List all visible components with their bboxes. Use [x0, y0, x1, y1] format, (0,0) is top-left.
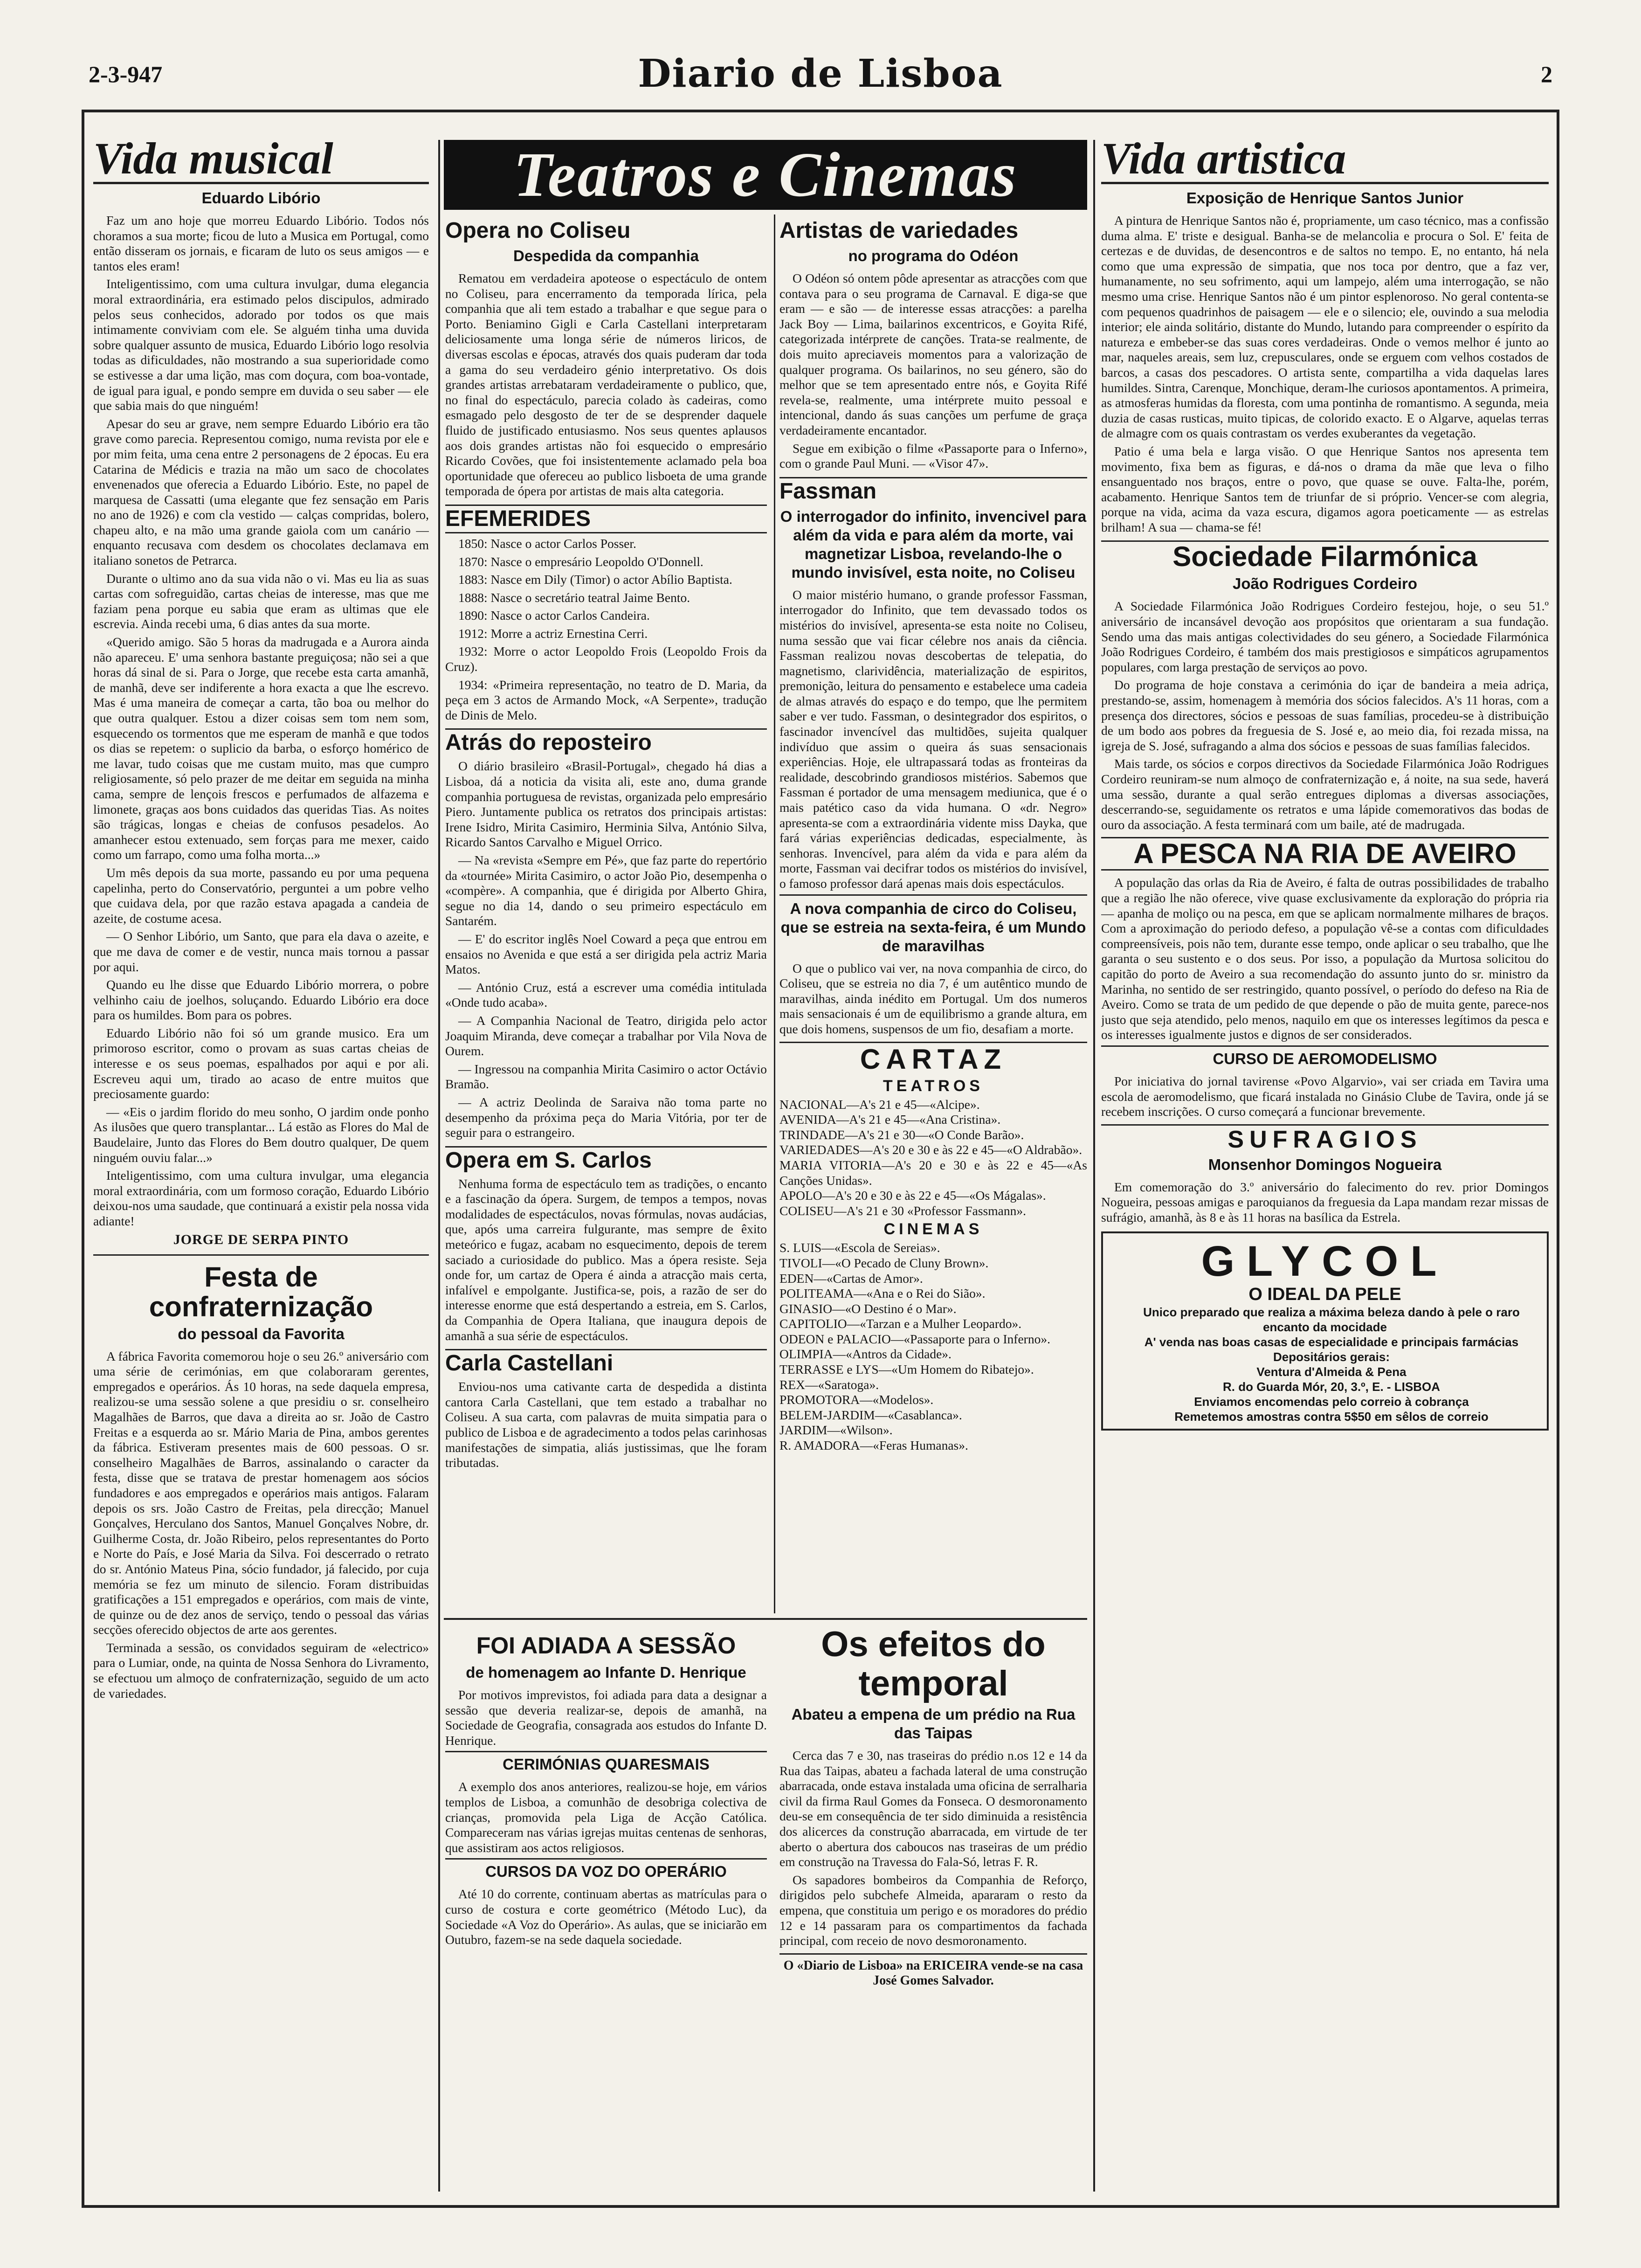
paragraph: O diário brasileiro «Brasil-Portugal», chegado há dias a Lisboa, dá a noticia da visita ali, este ano, duma grande companhia portuguesa de revistas, organizada pelo empresário Piero. Juntamente publica os retratos dos principais artistas: Irene Isidro, Mirita Casimiro, Herminia Silva, António Silva, Ricardo Santos Carvalho e Miguel Orrico. — [445, 759, 767, 850]
opera-coliseu-subtitle: Despedida da companhia — [513, 247, 699, 264]
artistas-title: Artistas de variedades — [779, 218, 1019, 243]
horizontal-rule — [444, 1618, 1087, 1620]
ericeira-note: O «Diario de Lisboa» na ERICEIRA vende-se na casa José Gomes Salvador. — [779, 1953, 1087, 1989]
column-lower-left — [445, 1625, 767, 2194]
efemerides-title: EFEMERIDES — [445, 505, 767, 533]
paragraph: — António Cruz, está a escrever uma comédia intitulada «Onde tudo acaba». — [445, 980, 767, 1010]
cartaz-item: TERRASSE e LYS—«Um Homem do Ribatejo». — [779, 1362, 1034, 1377]
paragraph: Até 10 do corrente, continuam abertas as matrículas para o curso de costura e corte geométrico (Método Luc), da Sociedade «A Voz do Operário». As aulas, que se iniciarão em Outubro, fazem-se na sede daquela sociedade. — [445, 1887, 767, 1947]
vida-artistica-title: Vida artistica — [1101, 135, 1549, 184]
adiada-subtitle: de homenagem ao Infante D. Henrique — [466, 1664, 746, 1681]
cartaz-item: GINASIO—«O Destino é o Mar». — [779, 1301, 957, 1316]
efemeride-line: 1934: «Primeira representação, no teatro de D. Maria, da peça em 3 actos de Armando Mock, «A Serpente», tradução de Dinis de Melo. — [445, 677, 767, 722]
festa-subtitle: do pessoal da Favorita — [178, 1325, 345, 1342]
paragraph: Por motivos imprevistos, foi adiada para data a designar a sessão que deveria realizar-se, depois de amanhã, na Sociedade de Geografia, consagrada aos estudos do Infante D. Henrique. — [445, 1687, 767, 1748]
paragraph: — O Senhor Libório, um Santo, que para ela dava o azeite, e que me dava de comer e de vestir, nunca mais tornou a passar por aqui. — [93, 929, 429, 974]
filarmonica-subtitle: João Rodrigues Cordeiro — [1232, 575, 1418, 593]
paragraph: O Odéon só ontem pôde apresentar as atracções com que contava para o seu programa de Carnaval. E diga-se que eram — e são — de interesse essas atracções: a parelha Jack Boy — Lima, bailarinos excentricos, e Goyita Rifé, categorizada intérprete de canções. Trata-se realmente, de dois muito apreciaveis momentos para a valorização de qualquer programa. Os bailarinos, no seu género, são do melhor que se tem apresentado entre nós, e Goyita Rifé revela-se, realmente, uma intérprete muito pessoal e intencional, dando ás suas canções um perfume de graça verdadeiramente encantador. — [779, 271, 1087, 437]
paragraph: Eduardo Libório não foi só um grande musico. Era um primoroso escritor, como o provam as suas cartas cheias de interesse e os seus poemas, espalhados por aqui e por ali. Escreveu aqui um, tirado ao acaso de entre muitos que preciosamente guardo: — [93, 1025, 429, 1101]
paragraph: — Ingressou na companhia Mirita Casimiro o actor Octávio Bramão. — [445, 1061, 767, 1092]
cartaz-item: POLITEAMA—«Ana e o Rei do Sião». — [779, 1286, 986, 1301]
efemeride-line: 1932: Morre o actor Leopoldo Frois (Leopoldo Frois da Cruz). — [445, 644, 767, 674]
castellani-title: Carla Castellani — [445, 1349, 767, 1376]
column-vida-musical — [93, 135, 429, 2196]
column-lower-right — [779, 1625, 1087, 2194]
vida-musical-title: Vida musical — [93, 135, 429, 184]
issue-date: 2-3-947 — [89, 61, 163, 87]
ad-line: Ventura d'Almeida & Pena — [1256, 1365, 1407, 1379]
cartaz-item: APOLO—A's 20 e 30 e às 22 e 45—«Os Mágalas». — [779, 1188, 1046, 1203]
column-rule — [1093, 140, 1095, 2192]
paragraph: Quando eu lhe disse que Eduardo Libório morrera, o pobre velhinho caiu de joelhos, soluçando. Eduardo Libório era doce para os humildes. Bom para os pobres. — [93, 977, 429, 1023]
ad-line: A' venda nas boas casas de especialidade e principais farmácias — [1144, 1335, 1519, 1349]
glycol-advert — [1101, 1231, 1549, 1431]
cursos-title: CURSOS DA VOZ DO OPERÁRIO — [445, 1858, 767, 1881]
artistas-subtitle: no programa do Odéon — [848, 247, 1019, 264]
efemeride-line: 1870: Nasce o empresário Leopoldo O'Donnell. — [458, 554, 703, 569]
cartaz-item: TRINDADE—A's 21 e 30—«O Conde Barão». — [779, 1127, 1024, 1142]
cartaz-item: MARIA VITORIA—A's 20 e 30 e às 22 e 45—«As Canções Unidas». — [779, 1157, 1087, 1188]
paragraph: A pintura de Henrique Santos não é, propriamente, um caso técnico, mas a confissão duma alma. E' triste e desigual. Banha-se de melancolia e procura o Sol. E' feita de certezas e de duvidas, de desencontros e de saltos no tempo. E, no entanto, há nela como que uma expressão de simpatia, que nos toca por dentro, que a faz ver, humanamente, no seu sofrimento, aqui um lampejo, além uma interrogação, se não mesmo uma crise. Henrique Santos não é um pintor esplenoroso. No geral contenta-se com pequenos quadrinhos de paisagem — ele e o silencio; ele, ouvindo a sua melodia interior; ele ainda solitário, distante do Mundo, lutando para compreender o espírito da natureza e embeber-se das suas cores verdadeiras. Onde o vemos melhor é junto ao mar, naqueles areais, sem luz, crepusculares, onde se erguem com velhos costados de barcos, a casas dos pescadores. O artista sente, compartilha a vida daquelas lares humildes. Sintra, Carenque, Monchique, deram-lhe curiosos apontamentos. A primeira, as atmosferas humidas da floresta, com uma pontinha de romantismo. A segunda, meia duzia de casas rusticas, muito tipicas, de colorido exacto. E o Algarve, aquelas terras de almagre com os quais contrastam os verdes exuberantes da vegetação. — [1101, 213, 1549, 441]
paragraph: A exemplo dos anos anteriores, realizou-se hoje, em vários templos de Lisboa, a comunhão de desobriga colectiva de crianças, promovida pela Liga de Acção Católica. Compareceram nas várias igrejas muitas centenas de senhoras, que assistiram aos actos religiosos. — [445, 1779, 767, 1855]
cartaz-item: JARDIM—«Wilson». — [779, 1423, 893, 1438]
paragraph: — «Eis o jardim florido do meu sonho, O jardim onde ponho As ilusões que quero transplantar... Lá estão as Flores do Mal de Baudelaire, Junto das Flores do Bem doutro qualquer, De quem ninguém ouviu falar...» — [93, 1104, 429, 1165]
cinemas-label: CINEMAS — [883, 1220, 983, 1238]
paragraph: Segue em exibição o filme «Passaporte para o Inferno», com o grande Paul Muni. — «Visor 47». — [779, 441, 1087, 471]
reposteiro-title: Atrás do reposteiro — [445, 728, 767, 756]
festa-title: Festa de confraternização — [149, 1261, 373, 1322]
newspaper-title: Diario de Lisboa — [638, 51, 1003, 96]
column-opera — [445, 212, 767, 1611]
ad-line: Unico preparado que realiza a máxima beleza dando à pele o raro encanto da mocidade — [1143, 1305, 1520, 1335]
cartaz-item: VARIEDADES—A's 20 e 30 e às 22 e 45—«O Aldrabão». — [779, 1142, 1083, 1157]
paragraph: Faz um ano hoje que morreu Eduardo Libório. Todos nós choramos a sua morte; ficou de luto a Musica em Portugal, como então disseram os jornais, e ficaram de luto os seus amigos — e tantos eles eram! — [93, 213, 429, 273]
cartaz-item: NACIONAL—A's 21 e 45—«Alcipe». — [779, 1097, 980, 1112]
ad-line: Enviamos encomendas pelo correio à cobrança — [1194, 1395, 1469, 1409]
paragraph: Terminada a sessão, os convidados seguiram de «electrico» para o Lumiar, onde, na quinta de Nossa Senhora do Livramento, se efectuou um almoço de confraternização, seguido de um acto de variedades. — [93, 1640, 429, 1701]
column-rule — [438, 140, 440, 2192]
paragraph: Do programa de hoje constava a cerimónia do içar de bandeira a meia adriça, prestando-se, assim, homenagem à memória dos sócios falecidos. A's 11 horas, com a presença dos directores, sócios e pessoas de suas famílias, procedeu-se à distribuição de um bodo aos pobres da freguesia de S. José e, ao meio dia, foi rezada missa, na igreja de S. José, sufragando a alma dos sócios e pessoas de suas famílias falecidos. — [1101, 678, 1549, 753]
efeitos-title: Os efeitos do temporal — [821, 1625, 1046, 1703]
glycol-tagline: O IDEAL DA PELE — [1248, 1285, 1401, 1305]
efemeride-line: 1912: Morre a actriz Ernestina Cerri. — [458, 626, 648, 641]
vida-musical-heading: Eduardo Libório — [201, 189, 321, 207]
circo-title: A nova companhia de circo do Coliseu, que se estreia na sexta-feira, é um Mundo de maravilhas — [779, 894, 1087, 955]
theatres-cinemas-banner: Teatros e Cinemas — [444, 140, 1087, 210]
paragraph: A Sociedade Filarmónica João Rodrigues Cordeiro festejou, hoje, o seu 51.º aniversário de incansável devoção aos propósitos que orientaram a sua fundação. Sendo uma das mais antigas colectividades do seu género, a Sociedade Filarmónica João Rodrigues Cordeiro, é também dos mais prestigiosos e simpáticos agrupamentos populares, com larga prestação de serviços ao povo. — [1101, 599, 1549, 674]
article-author: JORGE DE SERPA PINTO — [173, 1231, 349, 1247]
efemeride-line: 1890: Nasce o actor Carlos Candeira. — [458, 608, 650, 623]
paragraph: Cerca das 7 e 30, nas traseiras do prédio n.os 12 e 14 da Rua das Taipas, abateu a fachada lateral de uma construção abarracada, onde estava instalada uma oficina de serralharia civil da firma Raul Gomes da Fonseca. O desmoronamento deu-se em consequência de ter sido diminuida a resistência dos alicerces da construção abarracada, em virtude de ter aberto o abertura dos caboucos nas traseiras de um prédio em construção na Travessa do Fala-Só, letras F. R. — [779, 1748, 1087, 1869]
cartaz-item: PROMOTORA—«Modelos». — [779, 1392, 934, 1407]
opera-scarlos-title: Opera em S. Carlos — [445, 1146, 767, 1174]
efemeride-line: 1883: Nasce em Dily (Timor) o actor Abílio Baptista. — [458, 572, 732, 587]
paragraph: Os sapadores bombeiros da Companhia de Reforço, dirigidos pelo subchefe Almeida, apararam o resto da empena, que constituia um perigo e os moradores do prédio 12 e 14 passaram para os compartimentos da fachada principal, com receio de novo desmoronamento. — [779, 1872, 1087, 1948]
cartaz-item: REX—«Saratoga». — [779, 1377, 879, 1392]
cartaz-item: EDEN—«Cartas de Amor». — [779, 1271, 923, 1286]
paragraph: — Na «revista «Sempre em Pé», que faz parte do repertório da «tournée» Mirita Casimiro, o actor João Pio, desempenha o «compère». A companhia, que é dirigida por Alberto Ghira, segue no dia 14, dando o seu primeiro espectáculo em Santarém. — [445, 853, 767, 928]
column-vida-artistica — [1101, 135, 1549, 2196]
fassman-subtitle: O interrogador do infinito, invencivel para além da vida e para além da morte, vai magnetizar Lisboa, revelando-lhe o mundo invisível, esta noite, no Coliseu — [780, 507, 1087, 581]
paragraph: «Querido amigo. São 5 horas da madrugada e a Aurora ainda não apareceu. E' uma senhora bastante preguiçosa; não sei a que horas dá sinal de si. Para o Jorge, que recebe esta carta amanhã, de manhã, deve ser indiferente a hora exacta a que lhe escrevo. Mas é uma maneira de começar a carta, tão boa ou melhor do que outra qualquer. Estou a dizer coisas sem tom nem som, esquecendo os tormentos que me esperam de manhã e que todos os dias se repetem: o suplicio da barba, o esforço homérico de me lavar, tudo coisas que me custam muito, mas que cumpro religiosamente, só pelo prazer de me deitar em seguida na minha cama, sempre de lençois frescos e perfumados de alfazema e limonete, graças aos bons cuidados das queridas Tias. As noites são trágicas, longas e cheias de confusos pesadelos. Ao amanhecer estou extenuado, sem forças para me mexer, caido como um farrapo, como uma folha morta...» — [93, 635, 429, 862]
masthead — [89, 51, 1552, 103]
paragraph: Rematou em verdadeira apoteose o espectáculo de ontem no Coliseu, para encerramento da temporada lírica, pela companhia que ali tem estado a trabalhar e que segue para o Porto. Beniamino Gigli e Carla Castellani interpretaram deliciosamente uma longa série de números liricos, de diversas escolas e épocas, através dos quais puderam dar toda a gama do seu verdadeiro génio interpretativo. Os dois grandes artistas arrebataram verdadeiramente o publico, que, no final do espectáculo, parecia colado às cadeiras, como esmagado pelo desgosto de ter de se desprender daquele fluido de justificado entusiasmo. Nos seus quentes aplausos aos dois grandes artistas não foi esquecido o empresário Ricardo Covões, que foi insistentemente aclamado pela boa oportunidade que ofereceu ao publico lisboeta de uma grande temporada de ópera por artistas de mais alta categoria. — [445, 271, 767, 498]
cartaz-item: S. LUIS—«Escola de Sereias». — [779, 1240, 940, 1255]
fassman-title: Fassman — [779, 477, 1087, 505]
efeitos-subtitle: Abateu a empena de um prédio na Rua das Taipas — [791, 1706, 1076, 1742]
paragraph: Patio é uma bela e larga visão. O que Henrique Santos nos apresenta tem movimento, fixa bem as figuras, e dá-nos o drama da mãe que leva o filho ensanguentado nos braços, entre o povo, que quase se ouve. Falta-lhe, porém, acabamento. Henrique Santos tem de triunfar de si próprio. Vencer-se com alegria, porque na vida, acima da vaza escura, digamos agora poeticamente — as estrelas brilham! A sua — chama-se fé! — [1101, 443, 1549, 534]
paragraph: O que o publico vai ver, na nova companhia de circo, do Coliseu, que se estreia no dia 7, é um autêntico mundo de maravilhas, ainda inédito em Portugal. Um dos numeros mais sensacionais é um de equilibrismo a grande altura, em que dois homens, suspensos de um fio, desafiam a morte. — [779, 961, 1087, 1036]
paragraph: Por iniciativa do jornal tavirense «Povo Algarvio», vai ser criada em Tavira uma escola de aeromodelismo, que ficará instalada no Ginásio Clube de Tavira, onde já se recebem inscrições. O curso começará a funcionar brevemente. — [1101, 1073, 1549, 1119]
aeromodelismo-title: CURSO DE AEROMODELISMO — [1101, 1045, 1549, 1068]
opera-coliseu-title: Opera no Coliseu — [445, 218, 631, 243]
paragraph: — E' do escritor inglês Noel Coward a peça que entrou em ensaios no Avenida e que está a ser dirigida pela actriz Maria Matos. — [445, 931, 767, 977]
cartaz-item: AVENIDA—A's 21 e 45—«Ana Cristina». — [779, 1112, 1001, 1127]
ad-line: Depositários gerais: — [1273, 1350, 1390, 1364]
paragraph: Inteligentissimo, com uma cultura invulgar, uma elegancia moral extraordinária, com um formoso coração, Eduardo Libório deixou-nos uma saudade, que continuará a existir pela nossa vida adiante! — [93, 1168, 429, 1228]
quaresmais-title: CERIMÓNIAS QUARESMAIS — [445, 1751, 767, 1774]
paragraph: Um mês depois da sua morte, passando eu por uma pequena capelinha, perto do Conservatório, perguntei a um pobre velho que cuidava dela, por que razão estava apagada a candeia de azeite, de costume acesa. — [93, 865, 429, 926]
page-number: 2 — [1541, 61, 1552, 87]
cartaz-item: TIVOLI—«O Pecado de Cluny Brown». — [779, 1255, 989, 1270]
paragraph: A fábrica Favorita comemorou hoje o seu 26.º aniversário com uma série de cerimónias, em que colaboraram gerentes, empregados e operários. Ás 10 horas, na sede daquela empresa, realizou-se uma sessão solene a que presidiu o sr. conselheiro Magalhães de Barros, que dava a direita ao sr. João de Castro Freitas e a esquerda ao sr. Mário Maria de Pina, ambos gerentes da fábrica. Estiveram presentes mais de 600 pessoas. O sr. conselheiro Magalhães de Barros, assinalando o caracter da festa, disse que se tratava de prestar homenagem aos sócios fundadores e aos empregados e operários mais antigos. Falaram depois os srs. João Castro de Freitas, pela direcção; Manuel Gonçalves, Herculano dos Santos, Manuel Gonçalves Nobre, dr. Guilherme Costa, dr. João Ribeiro, pelos representantes do Porto e Norte do País, e José Maria da Silva. Foi descerrado o retrato do sr. António Mateus Pina, sócio fundador, já falecido, por cuja memória se fez um minuto de silencio. Foram distribuidas gratificações a 151 empregados e operários, com mais de vinte, de quinze ou de dez anos de serviço, tendo o pessoal das várias secções oferecido objectos de arte aos gerentes. — [93, 1348, 429, 1637]
glycol-brand: GLYCOL — [1201, 1238, 1449, 1286]
paragraph: Mais tarde, os sócios e corpos directivos da Sociedade Filarmónica João Rodrigues Cordeiro reuniram-se num almoço de confraternização e, á noite, na sua sede, haverá uma sessão, durante a qual serão entregues diplomas a diversas associações, descerrando-se, seguidamente os retratos e uma lápide comemorativos das bodas de ouro da associação. A festa terminará com um baile, até de madrugada. — [1101, 756, 1549, 832]
paragraph: — A actriz Deolinda de Saraiva não toma parte no desempenho da próxima peça do Maria Vitória, por ter de seguir para o estrangeiro. — [445, 1094, 767, 1140]
paragraph: Em comemoração do 3.º aniversário do falecimento do rev. prior Domingos Nogueira, pessoas amigas e paroquianos da freguesia da Lapa mandam rezar missas de sufrágio, amanhã, às 8 e às 11 horas na basílica da Estrela. — [1101, 1179, 1549, 1224]
teatros-label: TEATROS — [883, 1077, 984, 1095]
cartaz-title: CARTAZ — [779, 1042, 1087, 1075]
efemeride-line: 1850: Nasce o actor Carlos Posser. — [458, 536, 636, 551]
pesca-title: A PESCA NA RIA DE AVEIRO — [1101, 837, 1549, 871]
section-divider — [93, 1254, 429, 1256]
sufragios-subtitle: Monsenhor Domingos Nogueira — [1208, 1155, 1442, 1173]
filarmonica-title: Sociedade Filarmónica — [1101, 540, 1549, 572]
cartaz-item: COLISEU—A's 21 e 30 «Professor Fassmann». — [779, 1203, 1026, 1218]
cartaz-item: BELEM-JARDIM—«Casablanca». — [779, 1407, 962, 1422]
paragraph: A população das orlas da Ria de Aveiro, é falta de outras possibilidades de trabalho que a região lhe não oferece, vive quase exclusivamente da exploração do própria ria — apanha de moliço ou na pesca, em que se aplicam normalmente milhares de braços. Com a aproximação do periodo defeso, a população vê-se a contas com dificuldades compreensíveis, pois não tem, durante esse tempo, onde aplicar o seu trabalho, que lhe garanta o seu sustento e o dos seus. Por isso, a população da Murtosa solicitou do capitão do porto de Aveiro a sua recomendação do assunto junto do sr. ministro da Marinha, no sentido de ser restringido, quanto possível, o período do defeso na Ria de Aveiro. Como se trata de um pedido de que depende o pão de muita gente, parece-nos justo que seja atendido, pelo menos, naquilo em que os interesses legítimos da pesca e os interesses igualmente justos e dignos de ser considerados. — [1101, 875, 1549, 1042]
paragraph: Inteligentissimo, com uma cultura invulgar, duma elegancia moral extraordinária, era estimado pelos discipulos, admirado pelos seus conhecidos, adorado por todos os que mais intimamente conviviam com ele. Se alguém tinha uma duvida sobre qualquer assunto de musica, Eduardo Libório logo resolvia todas as dificuldades, não mostrando a sua superioridade como se estivesse a dar uma lição, mas com doçura, com boa-vontade, de igual para igual, e pondo sempre em duvida o seu saber — ele que sabia mais do que ninguém! — [93, 277, 429, 413]
cartaz-item: ODEON e PALACIO—«Passaporte para o Inferno». — [779, 1331, 1050, 1346]
cartaz-item: R. AMADORA—«Feras Humanas». — [779, 1438, 968, 1453]
sufragios-title: SUFRAGIOS — [1101, 1124, 1549, 1154]
vida-artistica-heading: Exposição de Henrique Santos Junior — [1186, 189, 1464, 207]
adiada-title: FOI ADIADA A SESSÃO — [476, 1632, 736, 1659]
column-rule — [774, 214, 775, 1613]
efemeride-line: 1888: Nasce o secretário teatral Jaime Bento. — [458, 590, 690, 605]
ad-line: R. do Guarda Mór, 20, 3.º, E. - LISBOA — [1222, 1380, 1441, 1394]
ad-line: Remetemos amostras contra 5$50 em sêlos de correio — [1174, 1410, 1489, 1424]
paragraph: Apesar do seu ar grave, nem sempre Eduardo Libório era tão grave como parecia. Representou comigo, numa revista por ele e por mim feita, uma cena entre 2 personagens de 2 épocas. Eu era Catarina de Médicis e trazia na mão um saco de chocolates envenenados que oferecia a Eduardo Libório. Este, no papel de marquesa de Cassatti (uma elegante que fez sensação em Paris no ano de 1926) e com cla vestido — calças compridas, bolero, chapeu alto, e na mão uma grande gaiola com um canário — enquanto recusava com desdem os chocolates declamava em italiano sonetos de Petrarca. — [93, 416, 429, 568]
cartaz-item: OLIMPIA—«Antros da Cidade». — [779, 1347, 952, 1362]
paragraph: O maior mistério humano, o grande professor Fassman, interrogador do Infinito, que tem devassado todos os mistérios do invisível, apresenta-se esta noite no Coliseu, numa sessão que vai ficar célebre nos anais da ciência. Fassman realizou novas descobertas de telepatia, do magnetismo, clarividência, materialização de espiritos, premonição, leitura do pensamento e estabelece uma cadeia de almas através do espaço e do tempo, que lhe permitem saber e ver tudo. Fassman, o desintegrador dos espiritos, o fascinador invencível das multidões, sujeita qualquer indivíduo que assim o queira ás suas sensacionais experiências. Hoje, ele ultrapassará todas as fronteiras da realidade, descobrindo grandiosos mistérios. Sabemos que Fassman é portador de uma mensagem mediunica, que é o mais patético caso da vida humana. O «dr. Negro» apresenta-se com a extraordinária vidente miss Dayka, que fará várias experiências dedicadas, especialmente, às senhoras. Invencível, para além da vida e para além da morte, Fassman vai decifrar todos os mistérios do invisível, o famoso professor dará apenas mais dois espectáculos. — [779, 587, 1087, 891]
paragraph: Enviou-nos uma cativante carta de despedida a distinta cantora Carla Castellani, que tem estado a trabalhar no Coliseu. A sua carta, com palavras de muita simpatia para o publico de Lisboa e de agradecimento a todos pelas carinhosas manifestações de simpatia, aliás justissimas, que lhe foram tributadas. — [445, 1379, 767, 1470]
column-variedades — [779, 212, 1087, 1611]
paragraph: Durante o ultimo ano da sua vida não o vi. Mas eu lia as suas cartas com sofreguidão, cartas cheias de interesse, mas que me faziam pena porque eu sabia que eram as ultimas que ele escrevia. Ainda recebi uma, 6 dias antes da sua morte. — [93, 571, 429, 631]
paragraph: Nenhuma forma de espectáculo tem as tradições, o encanto e a fascinação da ópera. Surgem, de tempos a tempos, novas modalidades de espectáculos, novas fórmulas, novas audácias, que, após uma carreira fulgurante, mas sempre de êxito meteórico e fugaz, acabam no esquecimento, depois de terem saciado a curiosidade do publico. Mas a ópera resiste. Seja onde for, um cartaz de Opera é ainda a atracção mais certa, infalível e empolgante. Justifica-se, pois, a razão de ser do interesse enorme que está despertando a estreia, em S. Carlos, da Companhia de Opera Italiana, que inaugura depois de amanhã a sua série de espectáculos. — [445, 1176, 767, 1343]
cartaz-item: CAPITOLIO—«Tarzan e a Mulher Leopardo». — [779, 1316, 1022, 1331]
paragraph: — A Companhia Nacional de Teatro, dirigida pelo actor Joaquim Miranda, deve começar a trabalhar por Vila Nova de Ourem. — [445, 1013, 767, 1058]
